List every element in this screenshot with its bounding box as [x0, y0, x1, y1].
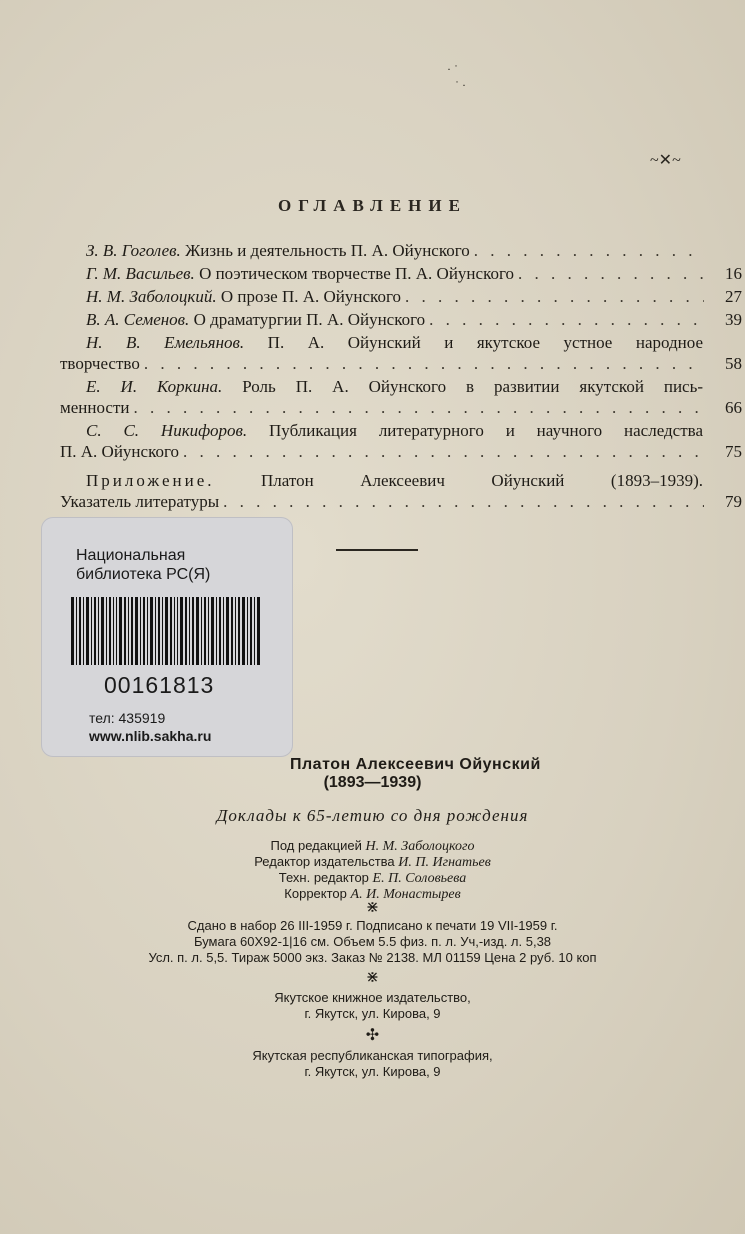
press-name: Якутская республиканская типография, [252, 1048, 493, 1063]
library-name-line2: библиотека РС(Я) [76, 566, 211, 583]
toc-entry [86, 286, 742, 307]
toc-title: Роль П. А. Ойунского в развитии якутской пись- [242, 377, 703, 396]
toc-page: 58 [725, 354, 742, 373]
ornament-icon: ✣ [365, 1027, 380, 1044]
credit-name: И. П. Игнатьев [398, 855, 491, 870]
credit-role: Корректор [284, 886, 347, 901]
toc-page: 75 [725, 442, 742, 461]
toc-author: Н. В. Емельянов. [86, 333, 245, 352]
book-years: (1893—1939) [323, 774, 422, 791]
print-line: Усл. п. л. 5,5. Тираж 5000 экз. Заказ № 2138. МЛ 01159 Цена 2 руб. 10 коп [148, 950, 597, 965]
toc-title: Указатель литературы [60, 492, 220, 511]
toc-title: менности [60, 398, 130, 417]
toc-title: Платон Алексеевич Ойунский (1893–1939). [261, 471, 703, 490]
toc-entry [86, 309, 742, 330]
toc-entry-continuation [60, 397, 742, 418]
toc-entry-continuation [60, 353, 742, 374]
library-name-line1: Национальная [76, 547, 186, 564]
credit-name: А. И. Монастырев [350, 887, 461, 902]
leader-dots [183, 441, 704, 462]
toc-title: Публикация литературного и научного наследства [269, 421, 703, 440]
ornament-icon: ⋇ [365, 899, 380, 916]
leader-dots [134, 397, 705, 418]
credit-role: Под редакцией [270, 838, 362, 853]
publisher-name: Якутское книжное издательство, [274, 990, 471, 1005]
toc-page: 79 [725, 492, 742, 511]
leader-dots [223, 491, 704, 512]
library-barcode-sticker [41, 517, 293, 757]
toc-entry [86, 263, 742, 284]
leader-dots [518, 263, 704, 284]
ink-speck: ~✕~ [650, 152, 681, 169]
printing-house-info [0, 1048, 745, 1080]
book-title: Платон Алексеевич Ойунский [290, 756, 541, 773]
credit-role: Редактор издательства [254, 854, 395, 869]
barcode-number: 00161813 [104, 672, 215, 698]
toc-author: Г. М. Васильев. [86, 264, 195, 283]
library-website: www.nlib.sakha.ru [89, 728, 212, 744]
ornament-icon: ⋇ [365, 969, 380, 986]
toc-title: П. А. Ойунский и якутское устное народное [267, 333, 703, 352]
toc-author: В. А. Семенов. [86, 310, 190, 329]
toc-entry [86, 420, 703, 441]
toc-title: О драматургии П. А. Ойунского [193, 310, 426, 329]
credit-name: Е. П. Соловьева [372, 871, 467, 886]
book-subtitle: Доклады к 65-летию со дня рождения [216, 806, 529, 825]
toc-author: З. В. Гоголев. [86, 241, 181, 260]
toc-title: О прозе П. А. Ойунского [220, 287, 401, 306]
divider-rule [336, 549, 418, 551]
leader-dots [429, 309, 704, 330]
toc-entry [86, 332, 703, 353]
toc-page: 16 [725, 264, 742, 283]
print-line: Сдано в набор 26 III-1959 г. Подписано к печати 19 VII-1959 г. [187, 918, 558, 933]
toc-page: 39 [725, 310, 742, 329]
toc-title: Жизнь и деятельность П. А. Ойунского [185, 241, 470, 260]
toc-author: С. С. Никифоров. [86, 421, 248, 440]
toc-author: Н. М. Заболоцкий. [86, 287, 217, 306]
toc-entry [86, 376, 703, 397]
barcode-icon [71, 597, 263, 665]
credit-line [0, 838, 745, 854]
toc-title: О поэтическом творчестве П. А. Ойунского [199, 264, 515, 283]
press-address: г. Якутск, ул. Кирова, 9 [304, 1064, 441, 1079]
table-of-contents [60, 240, 742, 514]
appendix-label: Приложение. [86, 471, 215, 490]
credit-line [0, 870, 745, 886]
publisher-info [0, 990, 745, 1022]
print-details [0, 918, 745, 966]
leader-dots [144, 353, 704, 374]
credit-line [0, 854, 745, 870]
toc-title: творчество [60, 354, 140, 373]
toc-entry-continuation [60, 441, 742, 462]
toc-entry [86, 470, 703, 491]
credit-name: Н. М. Заболоцкого [365, 839, 475, 854]
ink-speck: · ˙ [447, 62, 458, 76]
leader-dots [474, 240, 704, 261]
credit-role: Техн. редактор [278, 870, 369, 885]
toc-entry-continuation [60, 491, 742, 512]
library-phone: тел: 435919 [89, 710, 166, 726]
ink-speck: ˙ · [455, 78, 466, 92]
toc-page: 27 [725, 287, 742, 306]
leader-dots [405, 286, 704, 307]
toc-title: П. А. Ойунского [60, 442, 180, 461]
toc-entry [86, 240, 742, 261]
staff-credits [0, 838, 745, 902]
print-line: Бумага 60Х92-1|16 см. Объем 5.5 физ. п. л. Уч,-изд. л. 5,38 [193, 934, 552, 949]
toc-author: Е. И. Коркина. [86, 377, 223, 396]
toc-heading: ОГЛАВЛЕНИЕ [278, 196, 467, 215]
publisher-address: г. Якутск, ул. Кирова, 9 [304, 1006, 441, 1021]
toc-page: 66 [725, 398, 742, 417]
